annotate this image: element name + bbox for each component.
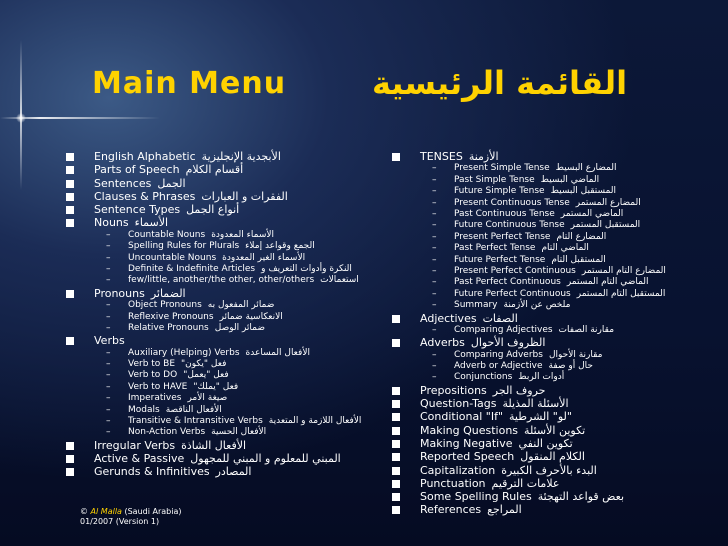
menu-subitem[interactable]: [66, 264, 396, 275]
menu-item-label-arabic: المضارع البسيط: [555, 163, 617, 174]
menu-item-label-english: References: [420, 503, 482, 517]
menu-item-label-arabic: أنواع الجمل: [186, 203, 240, 217]
menu-subitem[interactable]: [66, 348, 396, 359]
menu-item-label-arabic: ضمائر الوصل: [214, 322, 266, 333]
menu-item-label-arabic: الأفعال المساعدة: [245, 347, 310, 358]
square-bullet-icon: [66, 153, 74, 161]
menu-item-label-arabic: أقسام الكلام: [185, 163, 244, 177]
menu-item-label-arabic: الانعكاسية ضمائر: [219, 311, 283, 322]
menu-item[interactable]: [66, 334, 396, 347]
menu-item-label-english: Transitive & Intransitive Verbs: [128, 416, 263, 427]
menu-item-label-english: Verb to DO: [128, 370, 178, 381]
menu-item-label-english: Past Simple Tense: [454, 174, 535, 185]
square-bullet-icon: [66, 166, 74, 174]
menu-subitem[interactable]: [66, 427, 396, 438]
dash-bullet-icon: –: [432, 265, 437, 276]
menu-item-label-arabic: علامات الترقيم: [491, 476, 560, 490]
dash-bullet-icon: –: [432, 324, 437, 335]
menu-item-label-arabic: المراجع: [487, 503, 522, 517]
menu-subitem[interactable]: [392, 232, 724, 243]
dash-bullet-icon: –: [432, 277, 437, 288]
menu-subitem[interactable]: [392, 243, 724, 254]
menu-subitem[interactable]: [392, 300, 724, 311]
dash-bullet-icon: –: [106, 347, 111, 358]
menu-item-label-arabic: تكوين الأسئلة: [524, 423, 586, 437]
menu-subitem[interactable]: [392, 175, 724, 186]
menu-item-label-arabic: الأزمنة: [468, 150, 499, 163]
menu-item-label-arabic: المبني للمعلوم و المبني للمجهول: [190, 452, 341, 466]
square-bullet-icon: [66, 455, 74, 463]
menu-item-label-english: Pronouns: [94, 286, 145, 300]
dash-bullet-icon: –: [106, 370, 111, 381]
menu-item[interactable]: [392, 397, 724, 410]
menu-item-label-arabic: حروف الجر: [492, 383, 546, 397]
square-bullet-icon: [392, 315, 400, 323]
dash-bullet-icon: –: [106, 381, 111, 392]
dash-bullet-icon: –: [106, 275, 111, 286]
square-bullet-icon: [392, 493, 400, 501]
menu-item[interactable]: [66, 287, 396, 300]
menu-item-label-arabic: البدء بالأحرف الكبيرة: [501, 463, 597, 477]
menu-item-label-arabic: الكلام المنقول: [520, 450, 585, 464]
menu-item[interactable]: [66, 177, 396, 190]
menu-item-label-english: Prepositions: [420, 383, 487, 397]
menu-item-label-english: Past Perfect Continuous: [454, 277, 561, 288]
square-bullet-icon: [392, 480, 400, 488]
square-bullet-icon: [66, 290, 74, 298]
dash-bullet-icon: –: [432, 300, 437, 311]
menu-subitem[interactable]: [392, 198, 724, 209]
menu-item-label-english: Comparing Adverbs: [454, 349, 543, 360]
dash-bullet-icon: –: [432, 174, 437, 185]
menu-item[interactable]: [392, 410, 724, 423]
menu-item-label-arabic: ضمائر المفعول به: [207, 300, 275, 311]
menu-item-label-english: Imperatives: [128, 393, 182, 404]
menu-item-label-english: Parts of Speech: [94, 163, 180, 177]
menu-item-label-english: Definite & Indefinite Articles: [128, 264, 256, 274]
square-bullet-icon: [392, 427, 400, 435]
menu-item-label-english: Summary: [454, 300, 498, 311]
menu-column-left: [66, 150, 396, 479]
menu-item-label-english: Present Perfect Tense: [454, 231, 551, 242]
menu-subitem[interactable]: [66, 230, 396, 241]
menu-item-label-english: Comparing Adjectives: [454, 324, 553, 335]
menu-item-label-english: Nouns: [94, 216, 129, 230]
menu-subitem[interactable]: [392, 277, 724, 288]
menu-item-label-english: Future Continuous Tense: [454, 220, 565, 231]
menu-item-label-english: Conjunctions: [454, 372, 513, 383]
menu-item-label-english: Future Simple Tense: [454, 186, 545, 197]
menu-item-label-arabic: فعل "يكون": [181, 359, 227, 370]
menu-item-label-english: Sentence Types: [94, 203, 181, 217]
square-bullet-icon: [66, 442, 74, 450]
square-bullet-icon: [66, 337, 74, 345]
square-bullet-icon: [66, 219, 74, 227]
dash-bullet-icon: –: [106, 427, 111, 438]
menu-item-label-english: Verb to BE: [128, 359, 176, 370]
menu-item-label-arabic: مقارنة الصفات: [558, 324, 615, 335]
square-bullet-icon: [392, 400, 400, 408]
menu-item[interactable]: [66, 439, 396, 452]
menu-item-label-arabic: حال أو صفة: [548, 360, 593, 371]
menu-item-label-english: Reported Speech: [420, 450, 515, 464]
dash-bullet-icon: –: [432, 231, 437, 242]
menu-item-label-arabic: المضارع المستمر: [575, 197, 641, 208]
menu-item-label-english: Past Continuous Tense: [454, 208, 555, 219]
menu-item-label-english: Verb to HAVE: [128, 381, 188, 392]
menu-item[interactable]: [392, 336, 724, 349]
dash-bullet-icon: –: [106, 416, 111, 427]
menu-item-label-english: Conditional "If": [420, 410, 504, 424]
menu-subitem[interactable]: [392, 186, 724, 197]
menu-item-label-arabic: الظروف الأحوال: [470, 336, 546, 350]
dash-bullet-icon: –: [432, 288, 437, 299]
menu-item-label-arabic: الماضي البسيط: [540, 174, 600, 185]
menu-item-label-english: Future Perfect Tense: [454, 254, 546, 265]
menu-item-label-english: Uncountable Nouns: [128, 252, 217, 263]
square-bullet-icon: [392, 506, 400, 514]
menu-item-label-english: Object Pronouns: [128, 300, 202, 311]
menu-item-label-english: TENSES: [420, 150, 463, 163]
dash-bullet-icon: –: [432, 243, 437, 254]
menu-subitem[interactable]: [66, 405, 396, 416]
menu-subitem[interactable]: [66, 382, 396, 393]
menu-item-label-arabic: الضمائر: [150, 286, 186, 300]
dash-bullet-icon: –: [106, 322, 111, 333]
menu-subitem[interactable]: [66, 359, 396, 370]
menu-item-label-arabic: الأفعال الشاذة: [181, 438, 247, 452]
menu-item-label-english: Sentences: [94, 176, 152, 190]
menu-item-label-arabic: المصادر: [215, 465, 252, 479]
menu-item-label-english: English Alphabetic: [94, 150, 196, 163]
menu-item-label-english: Reflexive Pronouns: [128, 311, 214, 322]
menu-item[interactable]: [392, 424, 724, 437]
menu-item[interactable]: [66, 216, 396, 229]
square-bullet-icon: [66, 180, 74, 188]
menu-item-label-english: few/little, another/the other, other/others: [128, 275, 315, 286]
menu-item-label-arabic: الأسماء المعدودة: [211, 229, 274, 240]
dash-bullet-icon: –: [106, 264, 111, 274]
dash-bullet-icon: –: [106, 252, 111, 263]
menu-subitem[interactable]: [66, 323, 396, 334]
dash-bullet-icon: –: [432, 163, 437, 174]
menu-item-label-english: Adverbs: [420, 336, 465, 350]
menu-item[interactable]: [66, 465, 396, 478]
dash-bullet-icon: –: [432, 372, 437, 383]
menu-subitem[interactable]: [392, 220, 724, 231]
menu-item[interactable]: [392, 312, 724, 325]
menu-item-label-arabic: الفقرات و العبارات: [201, 189, 288, 203]
menu-item[interactable]: [392, 464, 724, 477]
menu-item[interactable]: [392, 477, 724, 490]
square-bullet-icon: [392, 467, 400, 475]
menu-item-label-arabic: المستقبل التام: [551, 254, 606, 265]
menu-item-label-arabic: المضارع التام المستمر: [581, 265, 666, 276]
menu-subitem[interactable]: [392, 289, 724, 300]
dash-bullet-icon: –: [106, 359, 111, 370]
menu-item-label-arabic: المستقبل التام المستمر: [576, 288, 666, 299]
menu-item[interactable]: [392, 503, 724, 516]
menu-item-label-arabic: أدوات الربط: [518, 372, 565, 383]
menu-item[interactable]: [66, 163, 396, 176]
dash-bullet-icon: –: [432, 220, 437, 231]
menu-item-label-english: Punctuation: [420, 476, 486, 490]
menu-item-label-english: Relative Pronouns: [128, 322, 209, 333]
menu-item-label-english: Present Simple Tense: [454, 163, 550, 174]
menu-item-label-arabic: المستقبل البسيط: [550, 186, 616, 197]
menu-item[interactable]: [392, 437, 724, 450]
dash-bullet-icon: –: [106, 404, 111, 415]
menu-item-label-english: Adjectives: [420, 311, 477, 325]
menu-item-label-english: Irregular Verbs: [94, 438, 176, 452]
menu-item-label-arabic: الأفعال الناقصة: [165, 404, 222, 415]
menu-item-label-arabic: تكوين النفي: [518, 436, 573, 450]
menu-item-label-english: Some Spelling Rules: [420, 490, 532, 504]
menu-item[interactable]: [66, 452, 396, 465]
menu-item-label-arabic: صيغة الأمر: [187, 393, 228, 404]
menu-subitem[interactable]: [392, 163, 724, 174]
menu-item-label-english: Spelling Rules for Plurals: [128, 241, 240, 252]
menu-item-label-arabic: فعل "يملك": [193, 381, 239, 392]
menu-item-label-arabic: الأبجدية الإنجليزية: [201, 150, 281, 163]
page-title-english: Main Menu: [92, 66, 287, 101]
menu-item-label-english: Past Perfect Tense: [454, 243, 536, 254]
dash-bullet-icon: –: [106, 229, 111, 240]
menu-item-label-arabic: استعمالات: [320, 275, 359, 286]
menu-item-label-english: Question-Tags: [420, 397, 497, 411]
menu-subitem[interactable]: [66, 393, 396, 404]
menu-item-label-english: Auxiliary (Helping) Verbs: [128, 347, 240, 358]
menu-subitem[interactable]: [66, 312, 396, 323]
menu-item-label-arabic: بعض قواعد التهجئة: [537, 490, 625, 504]
menu-item-label-english: Gerunds & Infinitives: [94, 465, 210, 479]
menu-subitem[interactable]: [66, 416, 396, 427]
menu-item-label-arabic: الماضي التام: [541, 243, 589, 254]
square-bullet-icon: [392, 413, 400, 421]
menu-subitem[interactable]: [392, 350, 724, 361]
menu-item-label-english: Present Perfect Continuous: [454, 265, 576, 276]
menu-item-label-english: Clauses & Phrases: [94, 189, 196, 203]
square-bullet-icon: [392, 339, 400, 347]
version-text: 01/2007 (Version 1): [80, 517, 160, 526]
menu-item-label-arabic: الأسماء الغير المعدودة: [222, 252, 306, 263]
dash-bullet-icon: –: [432, 349, 437, 360]
dash-bullet-icon: –: [432, 360, 437, 371]
menu-item-label-english: Non-Action Verbs: [128, 427, 206, 438]
dash-bullet-icon: –: [106, 300, 111, 311]
menu-item[interactable]: [392, 384, 724, 397]
menu-subitem[interactable]: [66, 300, 396, 311]
menu-item-label-arabic: الماضي التام المستمر: [566, 277, 649, 288]
dash-bullet-icon: –: [106, 241, 111, 252]
footer-credit: [80, 507, 182, 527]
menu-subitem[interactable]: [66, 275, 396, 286]
menu-item-label-arabic: النكرة وأدوات التعريف و: [261, 264, 352, 274]
dash-bullet-icon: –: [432, 197, 437, 208]
menu-subitem[interactable]: [392, 325, 724, 336]
menu-column-right: [392, 150, 724, 517]
menu-item-label-arabic: مقارنة الأحوال: [548, 349, 603, 360]
menu-item-label-arabic: "لو" الشرطية: [509, 410, 572, 424]
menu-item-label-english: Adverb or Adjective: [454, 360, 543, 371]
menu-subitem[interactable]: [66, 370, 396, 381]
copyright-symbol: ©: [80, 507, 88, 516]
menu-item-label-english: Countable Nouns: [128, 229, 206, 240]
dash-bullet-icon: –: [432, 208, 437, 219]
menu-item-label-english: Verbs: [94, 334, 125, 348]
dash-bullet-icon: –: [106, 311, 111, 322]
square-bullet-icon: [392, 153, 400, 161]
menu-subitem[interactable]: [66, 253, 396, 264]
menu-item-label-arabic: الجمع وقواعد إملاء: [245, 241, 315, 252]
menu-item-label-arabic: الجمل: [157, 176, 186, 190]
menu-item-label-arabic: الأفعال الحسية: [211, 427, 267, 438]
menu-item-label-english: Active & Passive: [94, 452, 185, 466]
menu-item-label-english: Future Perfect Continuous: [454, 288, 571, 299]
square-bullet-icon: [66, 193, 74, 201]
menu-item-label-arabic: الأسئلة المذيلة: [502, 397, 569, 411]
page-title-arabic: القائمة الرئيسية: [372, 64, 628, 102]
menu-item-label-arabic: الأسماء: [134, 216, 169, 230]
square-bullet-icon: [392, 453, 400, 461]
menu-item-label-english: Present Continuous Tense: [454, 197, 570, 208]
author-location: (Saudi Arabia): [124, 507, 182, 516]
menu-item[interactable]: [66, 203, 396, 216]
menu-item-label-arabic: الأفعال اللازمة و المتعدية: [268, 416, 362, 427]
menu-item-label-arabic: الصفات: [482, 311, 518, 325]
square-bullet-icon: [66, 206, 74, 214]
dash-bullet-icon: –: [432, 186, 437, 197]
menu-subitem[interactable]: [392, 372, 724, 383]
menu-item-label-arabic: فعل "يعمل": [183, 370, 229, 381]
menu-item[interactable]: [392, 490, 724, 503]
menu-item[interactable]: [66, 190, 396, 203]
menu-item-label-english: Modals: [128, 404, 160, 415]
author-name: Al Malla: [90, 507, 122, 516]
menu-item-label-arabic: المضارع التام: [556, 231, 607, 242]
menu-item-label-arabic: المستقبل المستمر: [570, 220, 641, 231]
menu-item[interactable]: [392, 150, 724, 163]
dash-bullet-icon: –: [432, 254, 437, 265]
menu-subitem[interactable]: [66, 241, 396, 252]
menu-item-label-english: Making Questions: [420, 423, 519, 437]
menu-subitem[interactable]: [392, 266, 724, 277]
menu-item-label-english: Capitalization: [420, 463, 496, 477]
square-bullet-icon: [66, 468, 74, 476]
menu-subitem[interactable]: [392, 209, 724, 220]
menu-subitem[interactable]: [392, 255, 724, 266]
menu-item-label-english: Making Negative: [420, 436, 513, 450]
menu-item-label-arabic: الماضي المستمر: [560, 208, 624, 219]
menu-item-label-arabic: ملخص عن الأزمنة: [503, 300, 571, 311]
menu-item[interactable]: [392, 450, 724, 463]
light-flare-center: [16, 113, 26, 123]
menu-item[interactable]: [66, 150, 396, 163]
square-bullet-icon: [392, 387, 400, 395]
menu-subitem[interactable]: [392, 361, 724, 372]
square-bullet-icon: [392, 440, 400, 448]
dash-bullet-icon: –: [106, 393, 111, 404]
